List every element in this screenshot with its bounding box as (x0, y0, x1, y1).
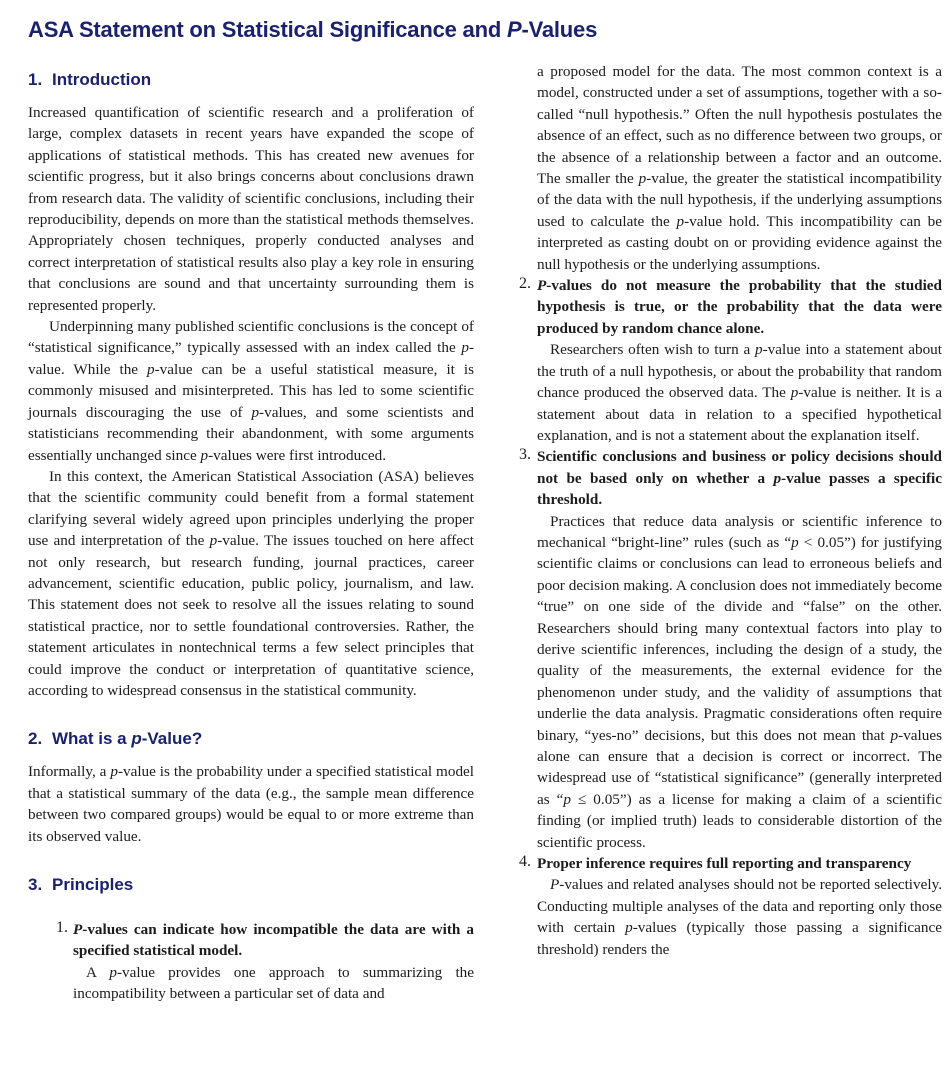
principle-title: Scientific conclusions and business or policy decisions should not be based only on whether a p-value passes a specific threshold. (537, 448, 943, 509)
principle-number: 3. (519, 446, 531, 464)
principle-item-4 (519, 853, 942, 960)
intro-paragraph-2: Underpinning many published scientific conclusions is the concept of “statistical significance,” typically assessed with an index called the p-value. While the p-value can be a useful statistical measure, it is commonly misused and misinterpreted. This has led to some scientific journals discouraging the use of p-values, and some scientists and statisticians recommending their abandonment, with some arguments essentially unchanged since p-values were first introduced. (28, 318, 474, 464)
section-number: 1. (28, 70, 43, 89)
principle-body: A p-value provides one approach to summarizing the incompatibility between a particular set of data and (73, 963, 474, 1003)
section-heading-principles (28, 875, 474, 895)
principle-number: 2. (519, 275, 531, 293)
intro-paragraph-1: Increased quantification of scientific research and a proliferation of large, complex datasets in recent years have expanded the scope of applications of statistical methods. This has created new avenues for scientific progress, but it also brings concerns about conclusions drawn from research data. The validity of scientific conclusions, including their reproducibility, depends on more than the statistical methods themselves. Appropriately chosen techniques, properly conducted analyses and correct interpretation of statistical results also play a key role in ensuring that conclusions are sound and that uncertainty surrounding them is represented properly. (28, 104, 474, 314)
what-is-paragraph: Informally, a p-value is the probability under a specified statistical model that a statistical summary of the data (e.g., the sample mean difference between two compared groups) would be equal to or more extreme than its observed value. (28, 763, 474, 845)
section-number: 3. (28, 875, 43, 894)
principle-title: P-values do not measure the probability that the studied hypothesis is true, or the probability that the data were produced by random chance alone. (537, 277, 942, 337)
principle-body: P-values and related analyses should not be reported selectively. Conducting multiple analyses of the data and reporting only those with certain p-values (typically those passing a significance threshold) renders the (537, 876, 942, 958)
principle-body: Practices that reduce data analysis or scientific inference to mechanical “bright-line” rules (such as “p < 0.05”) for justifying scientific claims or conclusions can lead to erroneous beliefs and poor decision making. A conclusion does not immediately become “true” on one side of the divide and “false” on the other. Researchers should bring many contextual factors into play to derive scientific inferences, including the design of a study, the quality of the measurements, the external evidence for the phenomenon under study, and the validity of assumptions that underlie the data analysis. Pragmatic considerations often require binary, “yes-no” decisions, but this does not mean that p-values alone can ensure that a decision is correct or incorrect. The widespread use of “statistical significance” (generally interpreted as “p ≤ 0.05”) as a license for making a claim of a scientific finding (or implied truth) leads to considerable distortion of the scientific process. (537, 512, 942, 851)
principle-number: 1. (56, 919, 68, 936)
principle-title: P-values can indicate how incompatible the data are with a specified statistical model. (73, 921, 474, 960)
right-column (519, 61, 942, 960)
section-number: 2. (28, 729, 43, 749)
intro-paragraph-3: In this context, the American Statistical Association (ASA) believes that the scientific community could benefit from a formal statement clarifying several widely agreed upon principles underlying the proper use and interpretation of the p-value. The issues touched on here affect not only research, but research funding, journal practices, career advancement, scientific education, public policy, journalism, and law. This statement does not seek to resolve all the issues relating to sound statistical practice, nor to settle foundational controversies. Rather, the statement articulates in nontechnical terms a few select principles that could improve the conduct or interpretation of quantitative science, according to widespread consensus in the statistical community. (28, 467, 474, 699)
principle-item-3 (519, 446, 942, 853)
principle-title: Proper inference requires full reporting and transparency (537, 855, 912, 873)
left-column (28, 52, 474, 1005)
principle-body: Researchers often wish to turn a p-value into a statement about the truth of a null hypothesis, or about the probability that random chance produced the observed data. The p-value is neither. It is a statement about data in relation to a specified hypothetical explanation, and is not a statement about the explanation itself. (537, 341, 942, 444)
principle-item-2 (519, 275, 942, 446)
section-heading-what-is-a-p-value (28, 729, 474, 749)
principle-item-1 (28, 919, 474, 1005)
section-title: Principles (52, 875, 134, 894)
principle-number: 4. (519, 853, 531, 871)
principle-1-continuation: a proposed model for the data. The most common context is a model, constructed under a set of assumptions, together with a so-called “null hypothesis.” Often the null hypothesis postulates the absence of an effect, such as no difference between two groups, or the absence of a relationship between a factor and an outcome. The smaller the p-value, the greater the statistical incompatibility of the data with the null hypothesis, if the underlying assumptions used to calculate the p-value hold. This incompatibility can be interpreted as casting doubt on or providing evidence against the null hypothesis or the underlying assumptions. (537, 63, 942, 273)
section-title: Introduction (52, 70, 152, 89)
section-title: What is a p-Value? (52, 729, 203, 749)
page-title: ASA Statement on Statistical Significance and P-Values (28, 17, 598, 42)
section-heading-introduction (28, 70, 474, 90)
